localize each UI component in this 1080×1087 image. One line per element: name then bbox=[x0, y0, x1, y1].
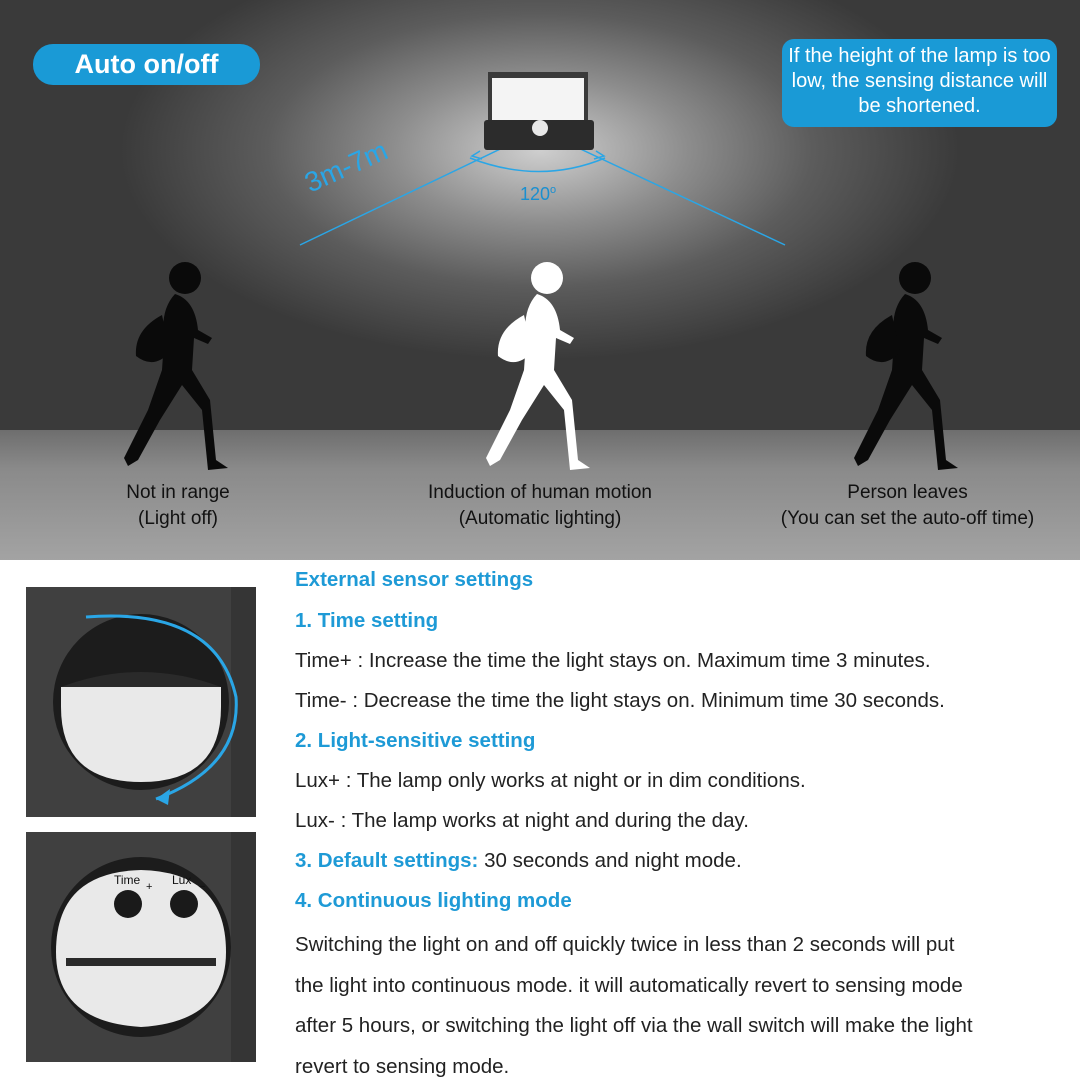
light-setting-title: 2. Light-sensitive setting bbox=[295, 729, 536, 752]
continuous-mode-title: 4. Continuous lighting mode bbox=[295, 889, 572, 912]
sensor-rotation-photo bbox=[26, 587, 256, 817]
person-center-silhouette bbox=[482, 260, 602, 475]
settings-heading: External sensor settings bbox=[295, 568, 534, 591]
caption-person-leaves: Person leaves (You can set the auto-off time) bbox=[780, 482, 1035, 529]
angle-arc bbox=[470, 158, 605, 172]
lux-knob bbox=[170, 890, 198, 918]
person-right-silhouette bbox=[850, 260, 970, 475]
caption-not-in-range: Not in range (Light off) bbox=[126, 482, 230, 529]
lux-minus-line: Lux- : The lamp works at night and during the day. bbox=[295, 809, 749, 832]
sensor-knobs-photo bbox=[26, 832, 256, 1062]
continuous-mode-body: Switching the light on and off quickly twice in less than 2 seconds will put the light into continuous mode. it will automatically revert to sensing mode after 5 hours, or switching the light off via the wall switch will make the light revert to sensing mode. bbox=[295, 933, 973, 1078]
lux-minus-sign: − bbox=[199, 881, 206, 893]
lux-knob-label: Lux bbox=[172, 873, 192, 887]
wall-lamp bbox=[478, 70, 598, 156]
time-plus-line: Time+ : Increase the time the light stays on. Maximum time 3 minutes. bbox=[295, 649, 931, 672]
default-settings-line: 3. Default settings: 30 seconds and night mode. bbox=[295, 849, 742, 872]
range-label: 3m-7m bbox=[300, 134, 393, 199]
auto-on-off-title: Auto on/off bbox=[33, 44, 260, 85]
time-plus-sign: + bbox=[146, 881, 153, 893]
lux-plus-line: Lux+ : The lamp only works at night or in dim conditions. bbox=[295, 769, 806, 792]
time-setting-title: 1. Time setting bbox=[295, 609, 439, 632]
caption-induction: Induction of human motion (Automatic lighting) bbox=[428, 482, 652, 529]
person-left-silhouette bbox=[120, 260, 240, 475]
motion-sensor-icon bbox=[532, 120, 548, 136]
time-knob-label: Time bbox=[114, 873, 141, 887]
height-note: If the height of the lamp is too low, the sensing distance will be shortened. bbox=[782, 39, 1057, 127]
time-minus-line: Time- : Decrease the time the light stays on. Minimum time 30 seconds. bbox=[295, 689, 945, 712]
time-knob bbox=[114, 890, 142, 918]
angle-label: 120$^o$ bbox=[520, 184, 557, 204]
